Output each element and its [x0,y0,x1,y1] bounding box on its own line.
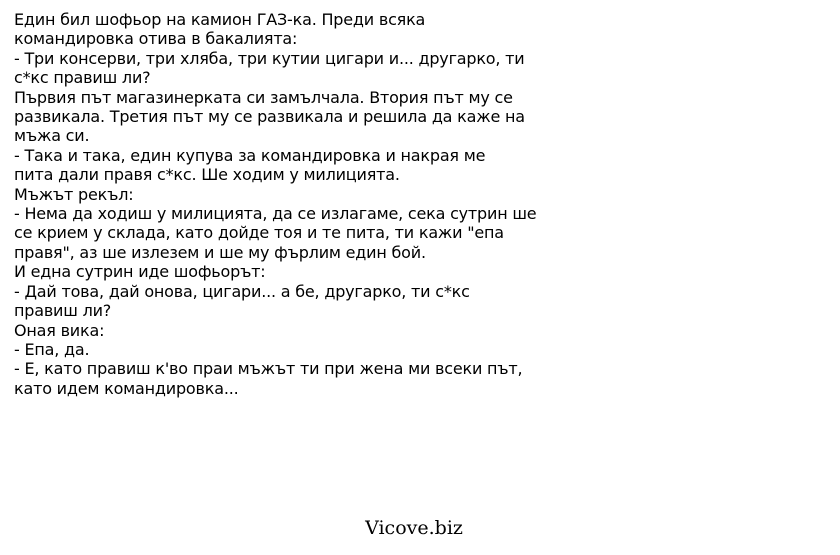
joke-line: - Три консерви, три хляба, три кутии цигари и... другарко, ти [14,48,525,68]
joke-line: развикала. Третия път му се развикала и решила да каже на [14,107,525,127]
joke-line: - Е, като правиш к'во праи мъжът ти при жена ми всеки път, [14,359,523,379]
joke-line: - Епа, да. [14,339,90,359]
joke-line: мъжа си. [14,126,90,146]
joke-line: Оная вика: [14,320,105,340]
joke-line: се крием у склада, като дойде тоя и те пита, ти кажи "епа [14,223,504,243]
joke-line: - Нема да ходиш у милицията, да се излагаме, сека сутрин ше [14,204,537,224]
joke-line: Първия път магазинерката си замълчала. Втория път му се [14,87,513,107]
joke-line: Мъжът рекъл: [14,184,134,204]
joke-line: - Дай това, дай онова, цигари... а бе, другарко, ти с*кс [14,281,470,301]
joke-line: пита дали правя с*кс. Ше ходим у милицията. [14,165,400,185]
joke-line: правя", аз ше излезем и ше му фърлим един бой. [14,242,426,262]
site-watermark: Vicove.biz [365,517,463,539]
joke-line: И една сутрин иде шофьорът: [14,262,266,282]
joke-line: - Така и така, един купува за командировка и накрая ме [14,145,486,165]
joke-line: правиш ли? [14,301,112,321]
joke-text [14,10,614,398]
joke-line: като идем командировка... [14,378,239,398]
joke-line: с*кс правиш ли? [14,68,151,88]
joke-line: Един бил шофьор на камион ГАЗ-ка. Преди всяка [14,10,426,29]
joke-line: командировка отива в бакалията: [14,29,298,49]
